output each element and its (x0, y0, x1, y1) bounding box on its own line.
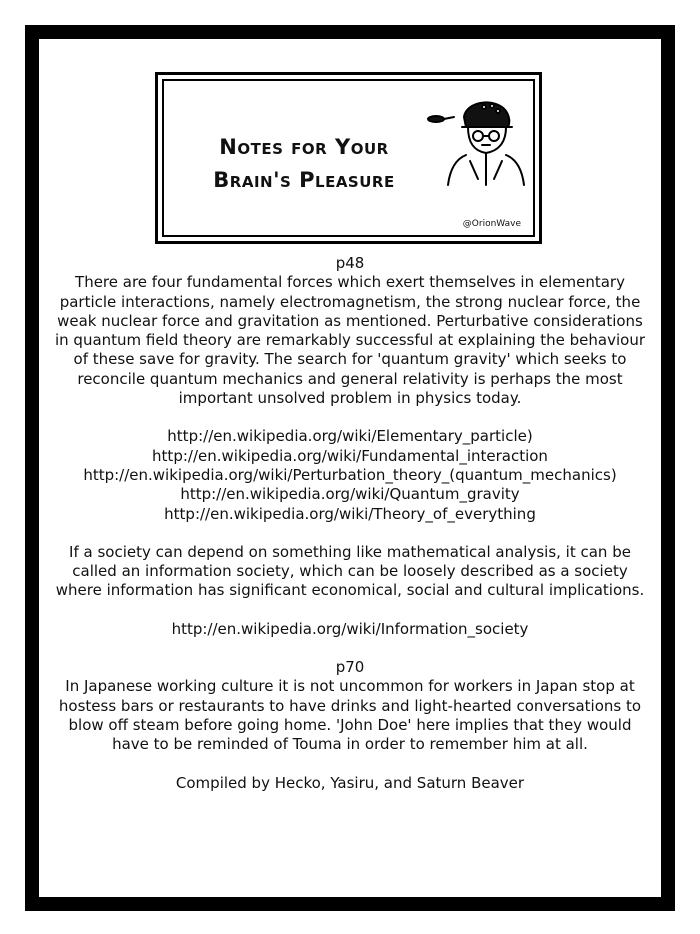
title-inner-border (162, 79, 535, 237)
link-theory-of-everything[interactable]: http://en.wikipedia.org/wiki/Theory_of_everything (164, 504, 536, 523)
link-list-p48 (50, 427, 650, 523)
title-line-2: Brain's Pleasure (213, 168, 395, 192)
note-p70-work-culture: In Japanese working culture it is not uncommon for workers in Japan stop at hostess bars or restaurants to have drinks and light-hearted conversations to blow off steam before going home. 'John Doe' here implies that they would have to be reminded of Touma in order to remember him at all. (58, 677, 642, 754)
compiled-by-credit: Compiled by Hecko, Yasiru, and Saturn Beaver (175, 773, 525, 792)
page-title (194, 131, 414, 197)
link-information-society[interactable]: http://en.wikipedia.org/wiki/Information_society (171, 619, 529, 638)
note-p48-physics: There are four fundamental forces which exert themselves in elementary particle interactions, namely electromagnetism, the strong nuclear force, the weak nuclear force and gravitation as mentioned. Perturbative considerations in quantum field theory are remarkably successful at explaining the behaviour of these save for gravity. The search for 'quantum gravity' which seeks to reconcile quantum mechanics and general relativity is perhaps the most important unsolved problem in physics today. (54, 273, 646, 408)
note-information-society: If a society can depend on something like mathematical analysis, it can be called an information society, which can be loosely described as a society where information has significant economical, social and cultural implications. (55, 542, 645, 600)
link-quantum-gravity[interactable]: http://en.wikipedia.org/wiki/Quantum_gravity (180, 485, 520, 504)
title-box (155, 72, 542, 244)
link-fundamental-interaction[interactable]: http://en.wikipedia.org/wiki/Fundamental_interaction (152, 446, 548, 465)
page-reference-p70: p70 (335, 658, 365, 677)
artist-credit: @OrionWave (462, 219, 521, 229)
link-elementary-particle[interactable]: http://en.wikipedia.org/wiki/Elementary_particle) (167, 427, 533, 446)
notes-content (50, 254, 650, 793)
link-perturbation-theory[interactable]: http://en.wikipedia.org/wiki/Perturbation_theory_(quantum_mechanics) (83, 465, 617, 484)
title-line-1: Notes for Your (219, 135, 389, 159)
mascot-illustration (426, 89, 526, 189)
page-reference-p48: p48 (335, 254, 365, 272)
